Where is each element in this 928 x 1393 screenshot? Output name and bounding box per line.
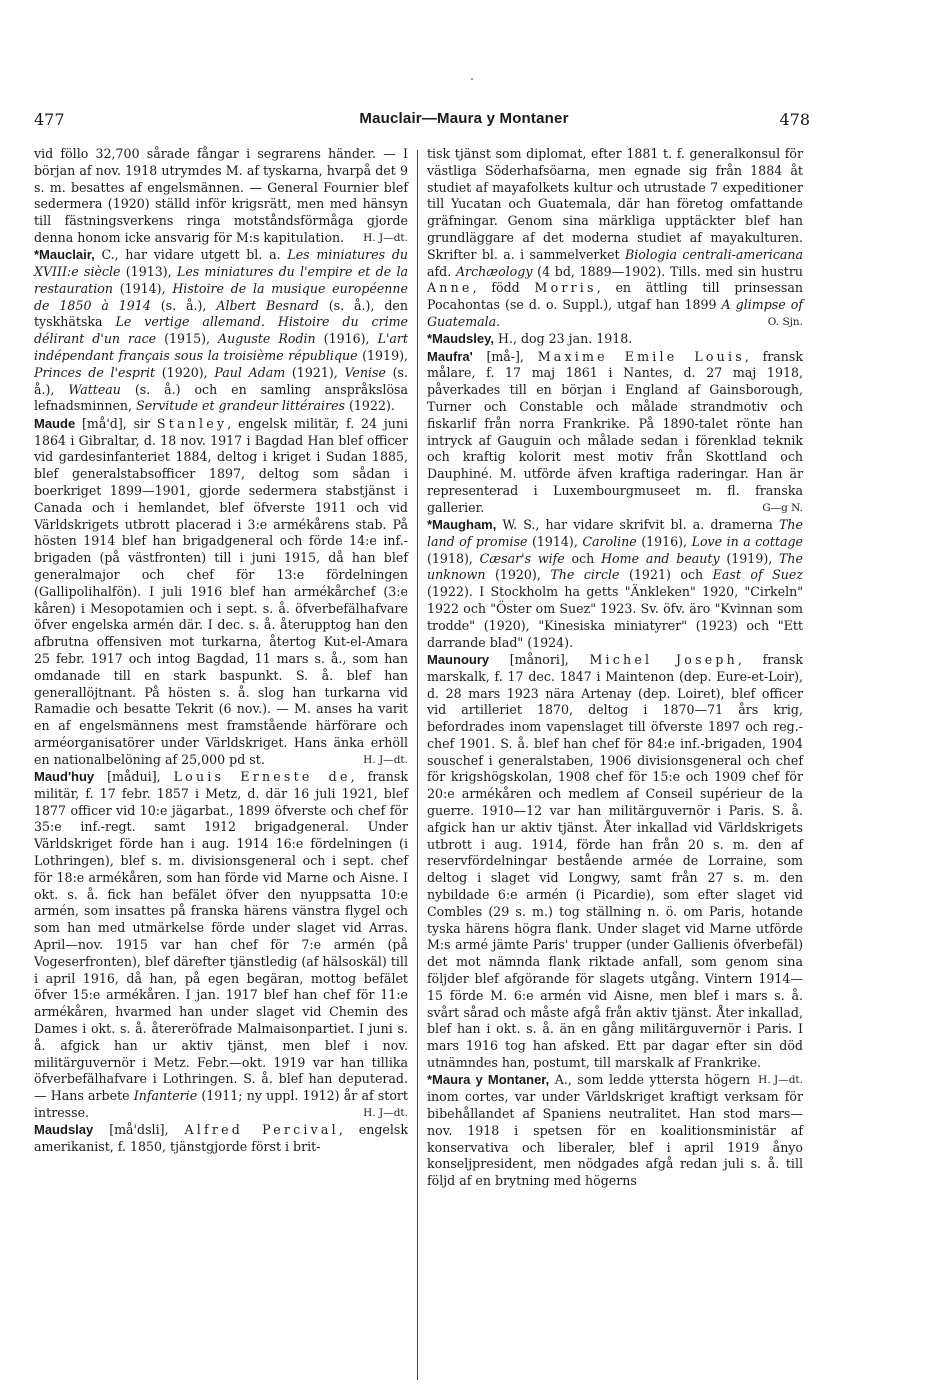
entry-maudhuy: [34, 769, 408, 1122]
entry-text: , född: [472, 280, 535, 296]
page-number-left: 477: [34, 110, 65, 129]
work-title: Cæsar's wife: [479, 550, 565, 566]
entry-text: (4 bd, 1889—1902). Tills. med sin hustru: [532, 263, 803, 279]
work-title: Biologia centrali-americana: [624, 246, 804, 262]
entry-maudsley: [427, 331, 803, 348]
work-title: Le vertige allemand. Histoire du crime délirant d'un race: [34, 314, 409, 347]
entry-text: (1921) och: [619, 567, 713, 583]
entry-text: (s. å.) och en samling anspråkslösa lefnadsminnen,: [34, 381, 408, 414]
entry-text: , engelsk militär, f. 24 juni 1864 i Gibraltar, d. 18 nov. 1917 i Bagdad Han blef officer vid gardesinfanteriet 1884, deltog i kriget i Sudan 1885, blef generalstabsofficer 1897, deltog som sådan i boerkriget 1899—1901, gjorde sedermera stabstjänst i Canada och i hemlandet, blef öfverste 1911 och vid Världskrigets utbrott placerad i 3:e armékårens stab. På hösten 1914 blef han brigadgeneral och förde 14:e inf.-brigaden (på västfronten) till i juni 1915, då han blef generalmajor och chef för 13:e fördelningen (Gallipolihalfön). I juli 1916 blef han armékårchef (3:e kåren) i Mesopotamien och i sept. s. å. öfverbefälhafvare öfver engelska armén där. I dec. s. å. återupptog han den afbrutna offensiven mot turkarna, återtog Kut-el-Amara 25 febr. 1917 och intog Bagdad, 11 mars s. å., som han omdanade till en stark baspunkt. S. å. blef han generallöjtnant. På hösten s. å. slog han turkarna vid Ramadie och besatte Tekrit (6 nov.). — M. anses ha varit en af engelsmännens mest framstående härförare och arméorganisatörer under Världskriget. Hans änka erhöll en nationalbelöning af 25,000 pd st.: [34, 415, 408, 767]
work-title: Paul Adam: [214, 364, 286, 380]
entry-text: (1913),: [120, 264, 177, 280]
entry-text: (s. å.), den tyskhätska: [34, 297, 408, 330]
entry-text: (s. å.),: [34, 364, 408, 397]
entry-text: (1918),: [427, 550, 480, 566]
entry-text: , engelsk amerikanist, f. 1850, tjänstgjorde först i brit-: [34, 1122, 408, 1155]
entry-text: , fransk marskalk, f. 17 dec. 1847 i Maintenon (dep. Eure-et-Loir), d. 28 mars 1923 nära Artenay (dep. Loiret), blef officer vid artilleriet 1870, deltog i 1870—71 års krig, befordrades inom vapenslaget till öfverste 1897 och reg.-chef 1901. S. å. blef han chef för 84:e inf.-brigaden, 1904 souschef i generalstaben, 1906 divisionsgeneral och chef för krigshögskolan, 1908 chef för 15:e och 1909 chef för 20:e armékåren och medlem af Conseil supérieur de la guerre. 1910—12 var han militärguvernör i Paris. S. å. afgick han ur aktiv tjänst. Åter inkallad vid Världskrigets utbrott i aug. 1914, förde han från 20 s. m. den af reservfördelningar bestående armée de Lorraine, som deltog i slaget vid Longwy, samt från 27 s. m. den nybildade 6:e armén (i Picardie), som efter slaget vid Combles (29 s. m.) tog ställning n. ö. om Paris, hotande tyska härens högra flank. Under slaget vid Marne utförde M:s armé jämte Paris' trupper (under Gallienis öfverbefäl) det mot nämnda flank riktade anfall, som genom sina följder blef afgörande för slagets utgång. Vintern 1914—15 förde M. 6:e armén vid Aisne, men blef i mars s. å. svårt sårad och måste afgå från aktiv tjänst. Åter inkallad, blef han i okt. s. å. än en gång militärguvernör i Paris. I mars 1916 tog han afsked. Ett par dagar efter sin död utnämndes han, postumt, till marskalk af Frankrike.: [427, 651, 804, 1071]
headword: *Mauclair,: [34, 247, 95, 263]
author-signature: H. J—dt.: [363, 1106, 408, 1119]
work-title: The unknown: [427, 550, 803, 583]
work-title: Servitude et grandeur littéraires: [136, 398, 345, 414]
author-signature: G—g N.: [762, 501, 803, 514]
entry-maufra: [427, 349, 803, 517]
work-title: The land of promise: [427, 517, 803, 549]
entry-maudslay: [34, 1122, 408, 1156]
pronunciation: [mådui],: [94, 768, 174, 784]
entry-mauclair: [34, 247, 408, 415]
entry-text: W. S., har vidare skrifvit bl. a. dramerna: [496, 517, 780, 533]
work-title: Histoire de la musique européenne de 1850 à 1914: [34, 280, 408, 313]
entry-text: (1921),: [285, 364, 345, 380]
spaced-name: Alfred Percival: [184, 1122, 339, 1138]
entry-text: (1919),: [719, 550, 780, 566]
work-title: Auguste Rodin: [218, 331, 316, 347]
headword: *Maura y Montaner,: [427, 1072, 550, 1088]
entry-text: (1914),: [527, 533, 583, 549]
entry-maura-y-montaner: [427, 1072, 803, 1190]
entry-text: och: [564, 550, 602, 566]
entry-text: (1911; ny uppl. 1912) år af stort intresse.: [34, 1088, 408, 1120]
running-head: Mauclair—Maura y Montaner: [359, 110, 569, 127]
entry-text: vid föllo 32,700 sårade fångar i segrarens händer. — I början af nov. 1918 utrymdes M. af tyskarna, hvarpå det 9 s. m. besattes af engelsmännen. — General Fournier blef sedermera (1920) ställd inför krigsrätt, men med hänsyn till fästningsverkens ringa motståndsförmåga gjorde denna honom icke ansvarig för M:s kapitulation.: [34, 146, 408, 245]
work-title: Venise: [344, 364, 386, 380]
left-column: [34, 146, 408, 1156]
spaced-name: Michel Joseph: [589, 651, 738, 667]
headword: *Maudsley,: [427, 331, 494, 347]
entry-text: (1915),: [156, 331, 219, 347]
right-column: [427, 146, 803, 1190]
entry-text: (1920),: [155, 364, 215, 380]
spaced-name: Anne: [427, 280, 473, 296]
entry-text: (1920),: [485, 567, 551, 583]
work-title: Les miniatures du XVIII:e siècle: [34, 247, 409, 280]
entry-maudslay-continued: [427, 146, 803, 331]
pronunciation: [månori],: [489, 651, 590, 667]
work-title: Love in a cottage: [691, 533, 803, 549]
entry-text: (1914),: [112, 280, 173, 296]
headword: Maudslay: [34, 1122, 94, 1138]
page-header: [0, 110, 928, 134]
work-title: East of Suez: [712, 567, 804, 583]
entry-text: (1919),: [357, 348, 409, 364]
headword: Maud'huy: [34, 768, 95, 784]
entry-text: (1916),: [636, 533, 692, 549]
work-title: The circle: [550, 567, 620, 583]
entry-text: afd.: [427, 263, 456, 279]
headword: Maunoury: [427, 651, 490, 667]
work-title: A glimpse of Guatemala.: [427, 297, 803, 329]
entry-text: C., har vidare utgett bl. a.: [94, 247, 288, 263]
work-title: Archæology: [455, 263, 533, 279]
pronunciation: [må'd], sir: [75, 415, 157, 431]
spaced-name: Stanley: [156, 415, 228, 431]
work-title: Les miniatures du l'empire et de la restauration: [34, 264, 408, 296]
entry-text: (1916),: [315, 331, 378, 347]
print-speck: [471, 78, 473, 80]
entry-text: (s. å.),: [150, 297, 217, 313]
work-title: Infanterie: [133, 1088, 198, 1104]
work-title: Albert Besnard: [216, 297, 319, 313]
pronunciation: [må'dsli],: [93, 1122, 185, 1138]
entry-maugham: [427, 517, 803, 651]
entry-text: , fransk militär, f. 17 febr. 1857 i Metz, d. där 16 juli 1921, blef 1877 officer vid 10:e jägarbat., 1899 öfverste och chef för 35:e inf.-regt. samt 1912 brigadgeneral. Under Världskriget förde han i aug. 1914 16:e fördelningen (i Lothringen), blef s. m. divisionsgeneral och i sept. chef för 18:e armékåren, som han förde vid Marne och Aisne. I okt. s. å. fick han befälet öfver den nyuppsatta 10:e armén, som insattes på franska härens vänstra flygel och som han med utmärkelse förde under slaget vid Arras. April—nov. 1915 var han chef för 7:e armén (på Vogeserfronten), blef därefter tjänstledig (af hälsoskäl) till i april 1916, då han, på egen begäran, mottog befälet öfver 15:e armékåren. I jan. 1917 blef han chef för 11:e armékåren, hvarmed han under slaget vid Chemin des Dames i okt. s. å. återeröfrade Malmaisonpartiet. I juni s. å. afgick han ur aktiv tjänst, men blef i nov. militärguvernör i Metz. Febr.—okt. 1919 var han tillika öfverbefälhafvare i Lothringen. S. å. blef han deputerad. — Hans arbete: [34, 768, 408, 1104]
work-title: Caroline: [582, 533, 637, 549]
entry-text: (1922).: [345, 398, 395, 414]
work-title: Home and beauty: [601, 550, 720, 566]
entry-text: H., dog 23 jan. 1918.: [493, 331, 633, 347]
author-signature: O. Sjn.: [767, 315, 803, 328]
column-divider: [417, 150, 418, 1380]
entry-continuation: [34, 146, 408, 247]
entry-text: , en ättling till prinsessan Pocahontas (se d. o. Suppl.), utgaf han 1899: [427, 280, 803, 313]
author-signature: H. J—dt.: [758, 1073, 803, 1086]
author-signature: H. J—dt.: [363, 231, 408, 244]
headword: *Maugham,: [427, 517, 497, 533]
entry-maude: [34, 416, 408, 769]
author-signature: H. J—dt.: [363, 753, 408, 766]
headword: Maude: [34, 415, 76, 431]
spaced-name: Morris: [534, 280, 597, 296]
entry-text: tisk tjänst som diplomat, efter 1881 t. f. generalkonsul för västliga Söderhafsöarna, men egnade sig från 1884 åt studiet af mayafolkets kultur och utrustade 7 expeditioner till Yucatan och Guatemala, där han företog omfattande gräfningar. Genom sina märkliga upptäckter blef han grundläggare af det moderna studiet af mayakulturen. Skrifter bl. a. i sammelverket: [427, 146, 803, 262]
entry-text: A., som ledde yttersta högern inom cortes, var under Världskriget kraftigt verksam för bibehållandet af Spaniens neutralitet. Han stod mars—nov. 1918 i spetsen för en koalitionsministär af konservativa och liberaler, blef i april 1919 ånyo konseljpresident, men nödgades afgå redan juli s. å. till följd af en brytning med högerns: [427, 1072, 803, 1189]
work-title: Watteau: [68, 381, 121, 397]
page-number-right: 478: [779, 110, 810, 129]
spaced-name: Louis Erneste de: [173, 768, 351, 784]
spaced-name: Maxime Emile Louis: [537, 348, 745, 364]
headword: Maufra': [427, 348, 473, 364]
pronunciation: [må-],: [472, 348, 538, 364]
entry-text: (1922). I Stockholm ha getts "Änkleken" 1920, "Cirkeln" 1922 och "Öster om Suez" 1923. Sv. öfv. äro "Kvinnan som trodde" (1920), "Kinesiska miniatyrer" (1923) och "Ett darrande blad" (1924).: [427, 584, 803, 650]
work-title: Princes de l'esprit: [34, 364, 156, 380]
work-title: L'art indépendant français sous la troisième république: [34, 331, 408, 364]
entry-text: , fransk målare, f. 17 maj 1861 i Nantes, d. 27 maj 1918, påverkades till en början i England af Gainsborough, Turner och Constable och målade strandmotiv och fiskarlif från norra Frankrike. På 1890-talet rönte han intryck af Gauguin och målade sedan i förenklad teknik och kraftig kolorit mest motiv från Skottland och Dauphiné. M. utförde äfven kraftiga raderingar. Han är representerad i Luxembourgmuseet m. fl. franska gallerier.: [427, 348, 803, 515]
